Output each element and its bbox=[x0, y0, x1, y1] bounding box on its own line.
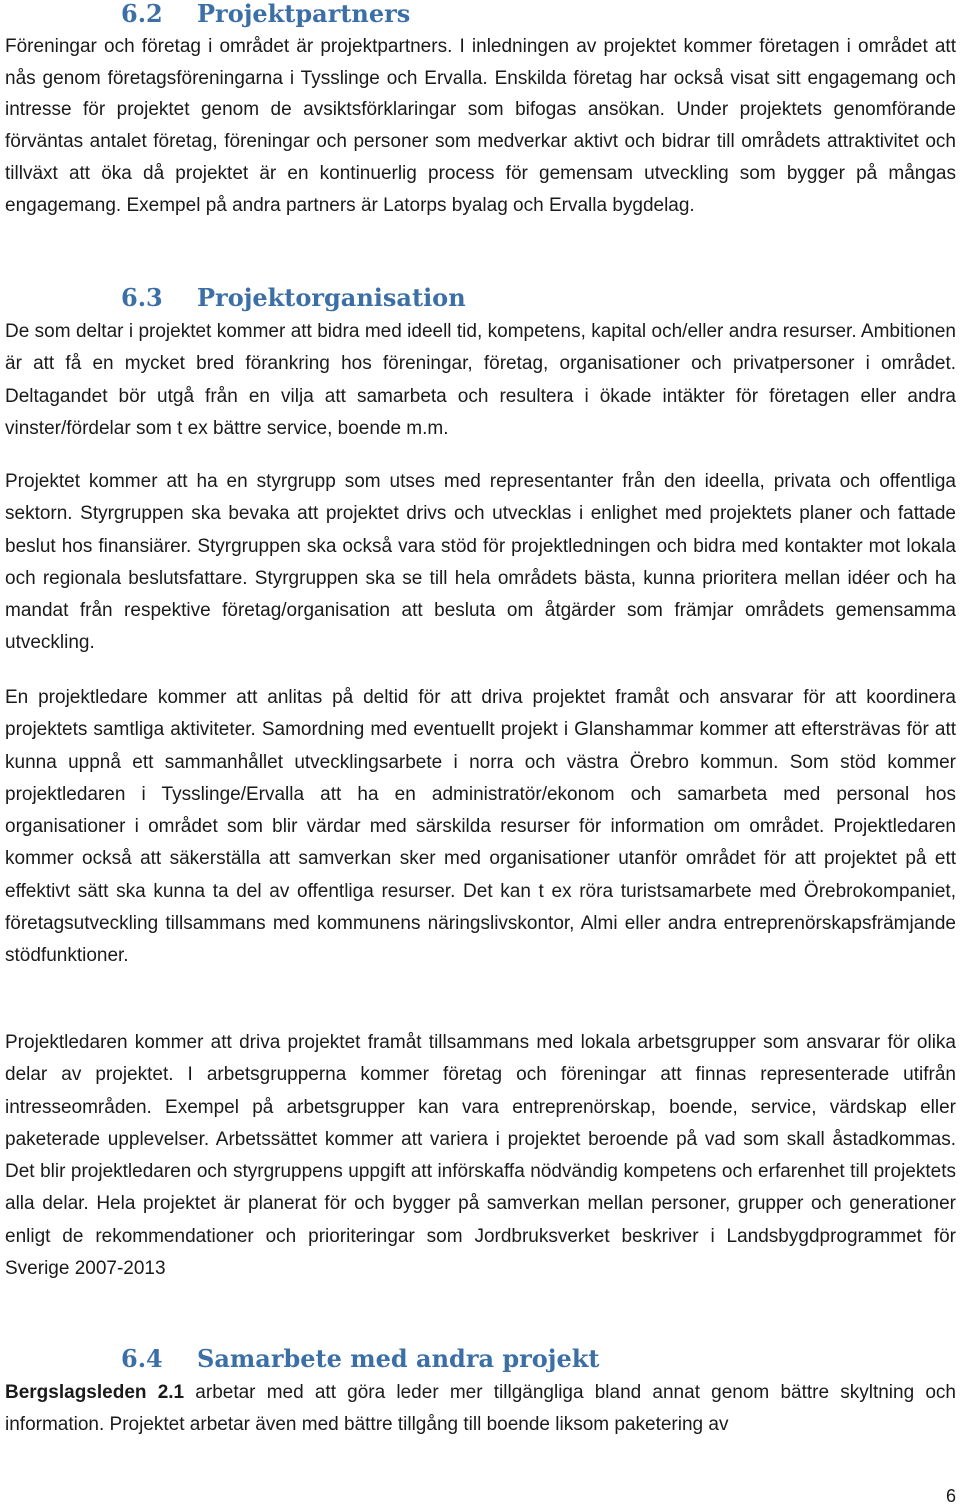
section-number: 6.4 bbox=[121, 1344, 163, 1373]
paragraph-text: arbetar med att göra leder mer tillgängliga bland annat genom bättre skyltning och information. Projektet arbetar även med bättre tillgång till boende liksom paketering av bbox=[5, 1382, 956, 1436]
section-heading-6-2 bbox=[121, 0, 410, 28]
section-number: 6.3 bbox=[121, 283, 163, 312]
page-number: 6 bbox=[945, 1486, 956, 1506]
paragraph-organisation-4: Projektledaren kommer att driva projektet framåt tillsammans med lokala arbetsgrupper som ansvarar för olika delar av projektet. I arbetsgrupperna kommer företag och föreningar att finnas representerade utifrån intresseområden. Exempel på arbetsgrupper kan vara entreprenörskap, boende, service, värdskap eller paketerade upplevelser. Arbetssättet kommer att variera i projektet beroende på vad som skall åstadkommas. Det blir projektledaren och styrgruppens uppgift att införskaffa nödvändig kompetens och erfarenhet till projektets alla delar. Hela projektet är planerat för och bygger på samverkan mellan personer, grupper och generationer enligt de rekommendationer och prioriteringar som Jordbruksverket beskriver i Landsbygdprogrammet för Sverige 2007-2013 bbox=[5, 1032, 956, 1280]
section-heading-6-4 bbox=[121, 1345, 599, 1373]
section-title: Projektpartners bbox=[197, 0, 411, 28]
section-title: Projektorganisation bbox=[197, 283, 466, 312]
paragraph-projektpartners: Föreningar och företag i området är projektpartners. I inledningen av projektet kommer företagen i området att nås genom företagsföreningarna i Tysslinge och Ervalla. Enskilda företag har också visat sitt engagemang och intresse för projektet genom de avsiktsförklaringar som bifogas ansökan. Under projektets genomförande förväntas antalet företag, föreningar och personer som medverkar aktivt och bidrar till områdets attraktivitet och tillväxt att öka då projektet är en kontinuerlig process för gemensam utveckling som bygger på mångas engagemang. Exempel på andra partners är Latorps byalag och Ervalla bygdelag. bbox=[5, 36, 956, 216]
paragraph-organisation-1: De som deltar i projektet kommer att bidra med ideell tid, kompetens, kapital och/eller andra resurser. Ambitionen är att få en mycket bred förankring hos föreningar, företag, organisationer och privatpersoner i området. Deltagandet bör utgå från en vilja att samarbeta och resultera i ökade intäkter för företagen eller andra vinster/fördelar som t ex bättre service, boende m.m. bbox=[5, 321, 956, 439]
paragraph-organisation-3: En projektledare kommer att anlitas på deltid för att driva projektet framåt och ansvarar för att koordinera projektets samtliga aktiviteter. Samordning med eventuellt projekt i Glanshammar kommer att eftersträvas för att kunna uppnå ett sammanhållet utvecklingsarbete i norra och västra Örebro kommun. Som stöd kommer projektledaren i Tysslinge/Ervalla att ha en administratör/ekonom och samarbeta med personal hos organisationer i området som blir värdar med särskilda resurser för information om området. Projektledaren kommer också att säkerställa att samverkan sker med organisationer utanför området för att projektet på ett effektivt sätt ska kunna ta del av offentliga resurser. Det kan t ex röra turistsamarbete med Örebrokompaniet, företagsutveckling tillsammans med kommunens näringslivskontor, Almi eller andra entreprenörskapsfrämjande stödfunktioner. bbox=[5, 687, 956, 967]
paragraph-organisation-2: Projektet kommer att ha en styrgrupp som utses med representanter från den ideella, privata och offentliga sektorn. Styrgruppen ska bevaka att projektet drivs och utvecklas i enlighet med projektets planer och fattade beslut hos finansiärer. Styrgruppen ska också vara stöd för projektledningen och bidra med kontakter mot lokala och regionala beslutsfattare. Styrgruppen ska se till hela områdets bästa, kunna prioritera mellan idéer och ha mandat från respektive företag/organisation att besluta om åtgärder som främjar områdets gemensamma utveckling. bbox=[5, 471, 956, 654]
bold-lead: Bergslagsleden 2.1 bbox=[5, 1382, 185, 1403]
section-title: Samarbete med andra projekt bbox=[197, 1344, 600, 1373]
section-number: 6.2 bbox=[121, 0, 163, 28]
paragraph-samarbete bbox=[5, 1377, 956, 1442]
section-heading-6-3 bbox=[121, 284, 466, 312]
